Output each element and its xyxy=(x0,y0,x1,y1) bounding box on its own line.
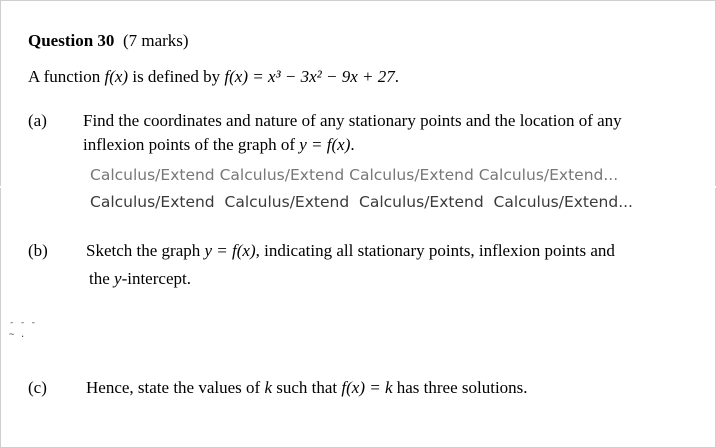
part-c-k: k xyxy=(264,378,272,397)
part-b-line1-math: y = f(x) xyxy=(204,241,256,260)
question-marks: (7 marks) xyxy=(122,31,189,50)
part-b-line1-end: , indicating all stationary points, inflexion points and xyxy=(255,241,615,260)
part-b-label: (b) xyxy=(28,241,48,260)
statement-middle: is defined by xyxy=(132,67,221,86)
part-c-equation: f(x) = k xyxy=(341,378,393,397)
margin-mark: - - - xyxy=(9,318,37,328)
clipped-tags-text: Calculus/Extend Calculus/Extend Calculus/Extend Calculus/Extend... xyxy=(90,166,619,184)
question-header xyxy=(28,31,189,51)
part-c-prefix: Hence, state the values of xyxy=(86,378,261,397)
function-definition: f(x) = x³ − 3x² − 9x + 27 xyxy=(224,67,395,86)
topic-tags xyxy=(90,193,633,211)
topic-tag: Calculus/Extend... xyxy=(493,193,633,211)
part-a-line2-math: y = f(x) xyxy=(299,135,351,154)
topic-tag: Calculus/Extend xyxy=(359,193,484,211)
part-c-label: (c) xyxy=(28,378,47,397)
margin-mark: ~ . xyxy=(9,330,26,340)
part-a-label: (a) xyxy=(28,111,47,130)
question-statement xyxy=(28,67,399,87)
part-c-middle: such that xyxy=(276,378,338,397)
function-name: f(x) xyxy=(104,67,129,86)
clipped-tags-row xyxy=(90,166,650,186)
part-c-end: has three solutions. xyxy=(396,378,528,397)
statement-end: . xyxy=(394,67,399,86)
part-c-line1 xyxy=(86,378,528,398)
statement-prefix: A function xyxy=(28,67,101,86)
part-b-line2-prefix: the xyxy=(89,269,110,288)
part-a-line2-end: . xyxy=(350,135,355,154)
part-a-line1: Find the coordinates and nature of any stationary points and the location of any xyxy=(83,111,622,130)
part-a-line2-prefix: inflexion points of the graph of xyxy=(83,135,295,154)
page-split xyxy=(0,186,716,188)
part-b-line1 xyxy=(86,241,615,261)
part-b-line2 xyxy=(89,269,191,289)
topic-tag: Calculus/Extend xyxy=(224,193,350,211)
part-b-line2-math: y xyxy=(114,269,122,288)
part-b-line2-end: -intercept. xyxy=(121,269,191,288)
question-title: Question 30 xyxy=(28,31,115,50)
part-a-line2 xyxy=(83,135,355,155)
topic-tag: Calculus/Extend xyxy=(90,193,215,211)
part-b-line1-prefix: Sketch the graph xyxy=(86,241,201,260)
